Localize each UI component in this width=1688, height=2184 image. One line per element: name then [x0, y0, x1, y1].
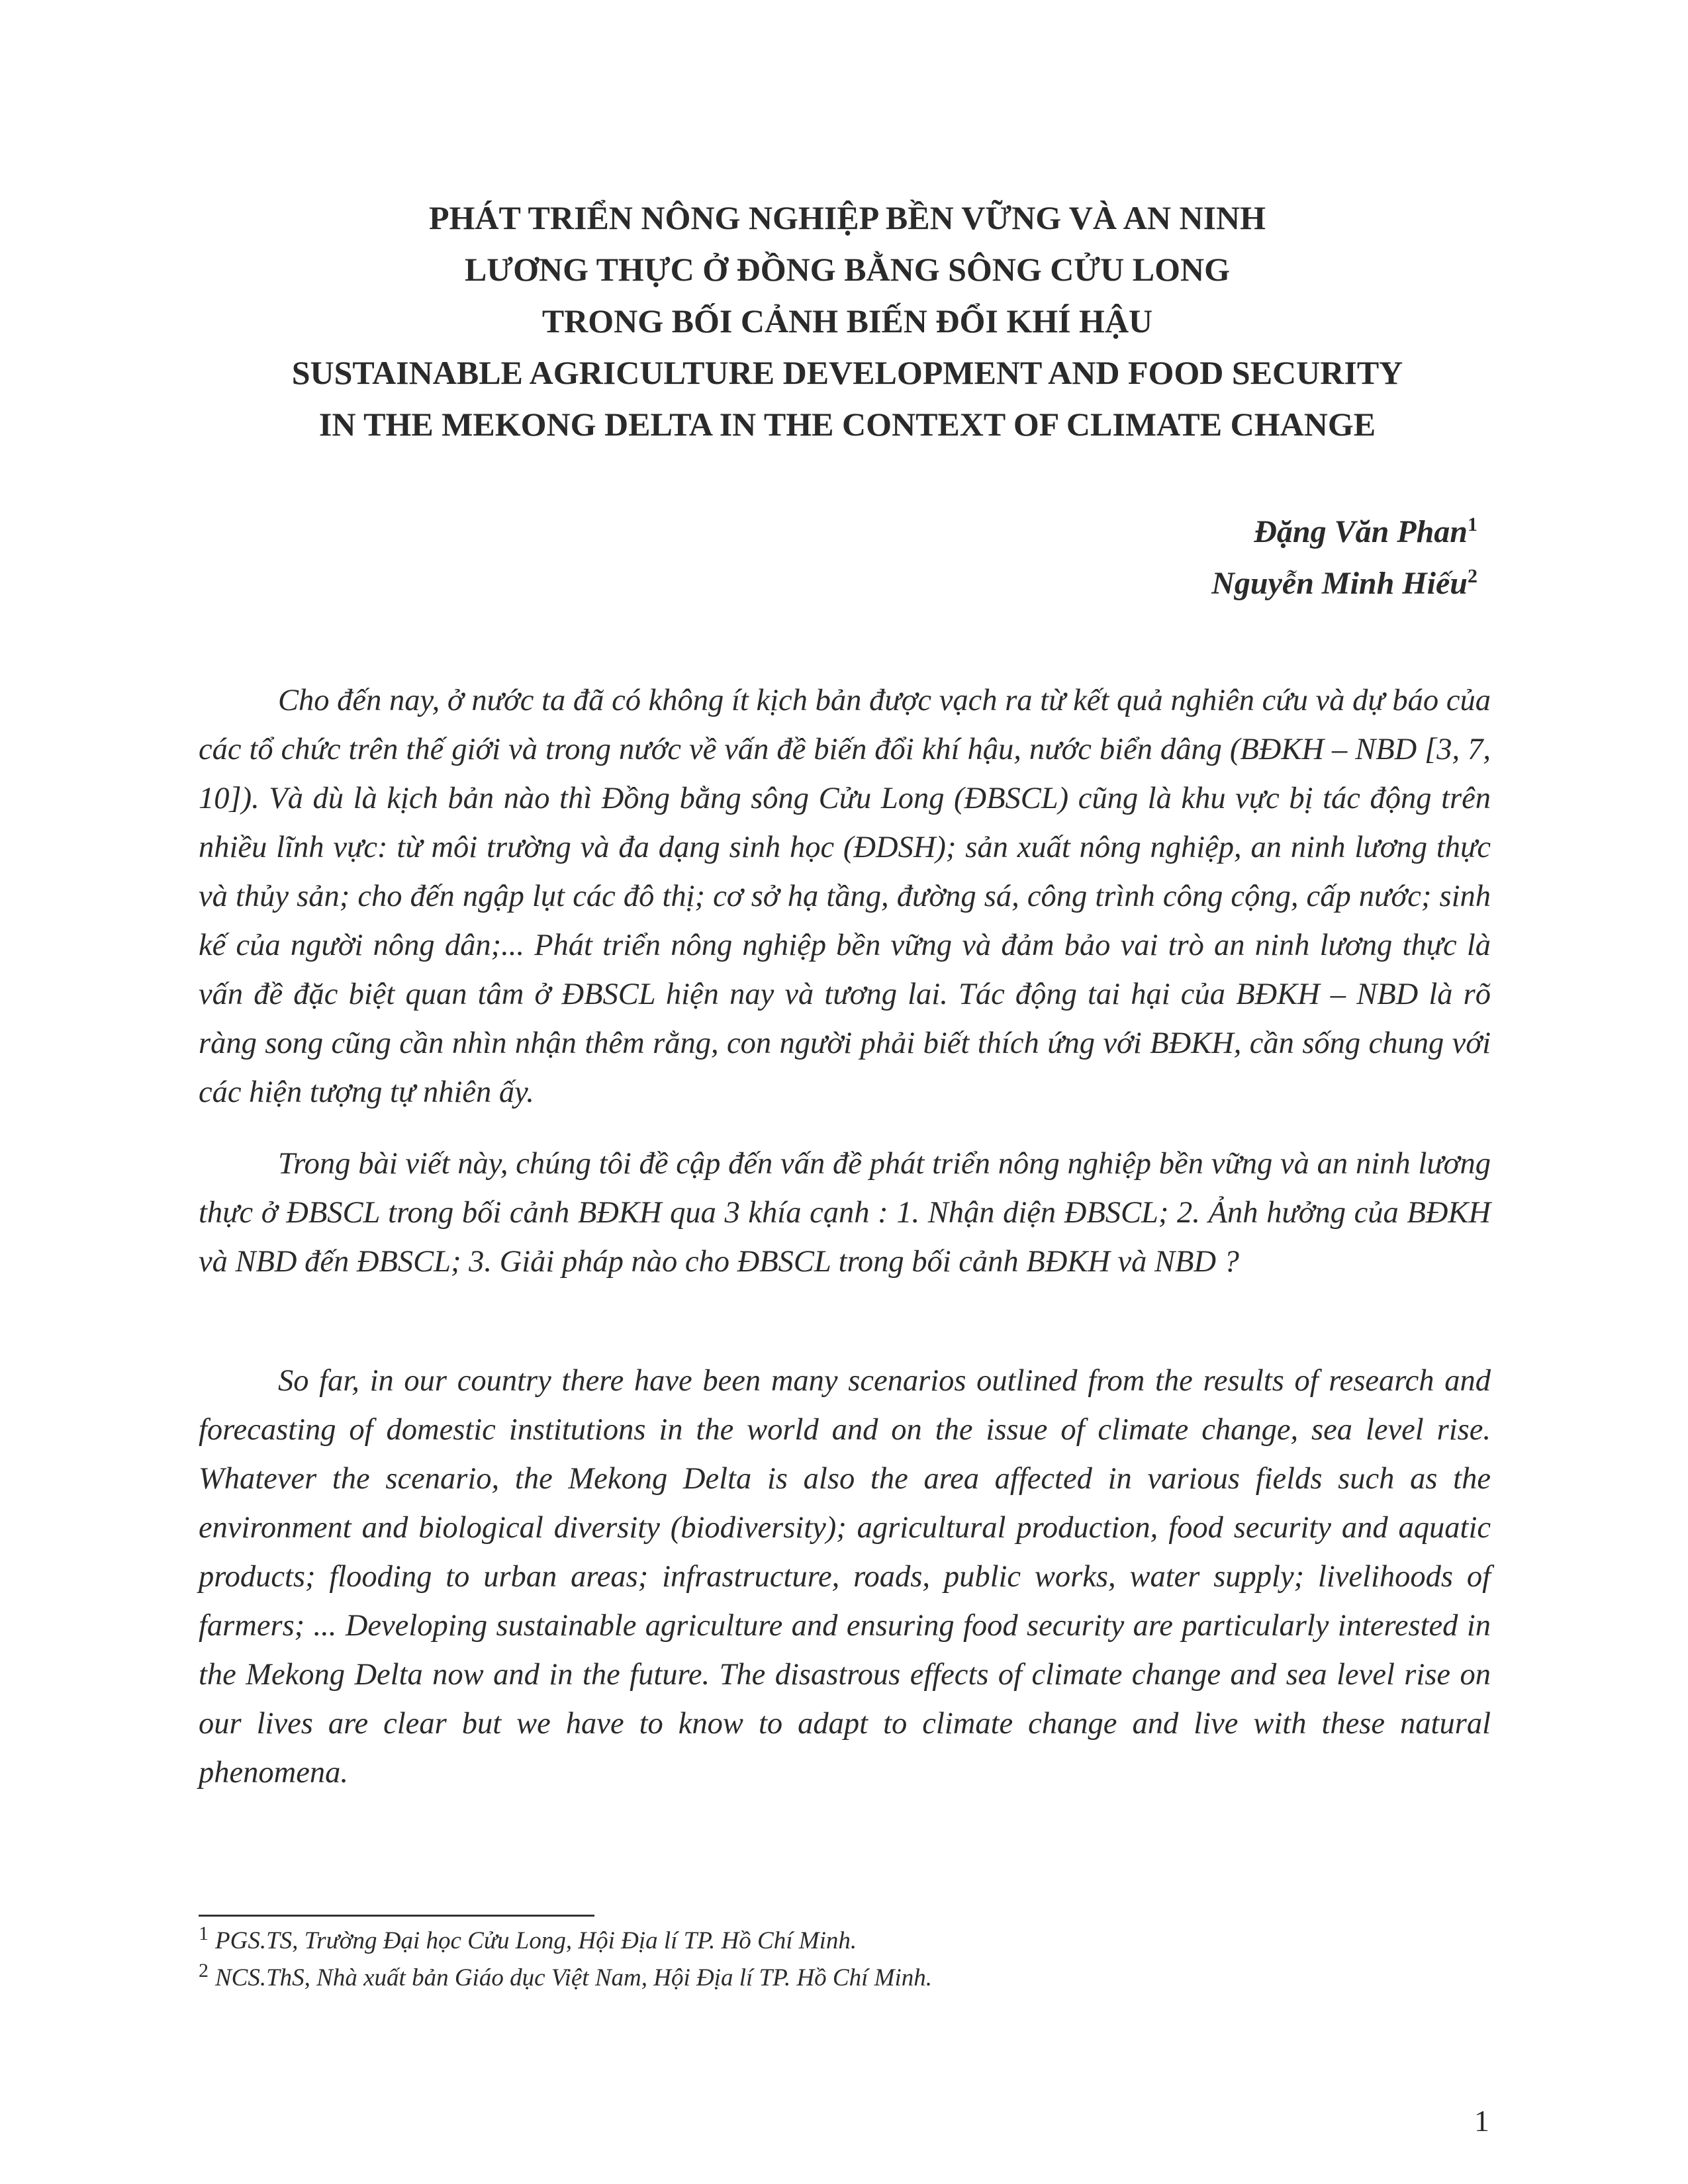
title-line-vi-2: LƯƠNG THỰC Ở ĐỒNG BẰNG SÔNG CỬU LONG	[464, 251, 1231, 288]
footnote-text: NCS.ThS, Nhà xuất bản Giáo dục Việt Nam, Hội Địa lí TP. Hồ Chí Minh.	[215, 1964, 932, 1991]
abstract-paragraph-vi-2: Trong bài viết này, chúng tôi đề cập đến vấn đề phát triển nông nghiệp bền vững và an ninh lương thực ở ĐBSCL trong bối cảnh BĐKH qua 3 khía cạnh : 1. Nhận diện ĐBSCL; 2. Ảnh hưởng của BĐKH và NBD đến ĐBSCL; 3. Giải pháp nào cho ĐBSCL trong bối cảnh BĐKH và NBD ?	[199, 1147, 1491, 1279]
footnote-mark: 2	[199, 1959, 209, 1981]
page-number: 1	[1474, 2104, 1489, 2138]
title-line-en-1: SUSTAINABLE AGRICULTURE DEVELOPMENT AND FOOD SECURITY	[291, 354, 1403, 391]
author-1	[1211, 506, 1477, 558]
footnote-1	[199, 1923, 1456, 1960]
title-line-en-2: IN THE MEKONG DELTA IN THE CONTEXT OF CLIMATE CHANGE	[318, 406, 1376, 443]
footnote-divider	[199, 1915, 594, 1917]
footnote-mark: 1	[199, 1922, 209, 1944]
author-name: Đặng Văn Phan	[1254, 514, 1468, 549]
footnote-text: PGS.TS, Trường Đại học Cửu Long, Hội Địa lí TP. Hồ Chí Minh.	[215, 1927, 857, 1954]
author-2	[1211, 558, 1477, 610]
title-line-vi-3: TRONG BỐI CẢNH BIẾN ĐỔI KHÍ HẬU	[541, 302, 1153, 340]
footnote-2	[199, 1960, 1456, 1997]
abstract-paragraph-vi-1: Cho đến nay, ở nước ta đã có không ít kịch bản được vạch ra từ kết quả nghiên cứu và dự báo của các tổ chức trên thế giới và trong nước về vấn đề biến đổi khí hậu, nước biển dâng (BĐKH – NBD [3, 7, 10]). Và dù là kịch bản nào thì Đồng bằng sông Cửu Long (ĐBSCL) cũng là khu vực bị tác động trên nhiều lĩnh vực: từ môi trường và đa dạng sinh học (ĐDSH); sản xuất nông nghiệp, an ninh lương thực và thủy sản; cho đến ngập lụt các đô thị; cơ sở hạ tầng, đường sá, công trình công cộng, cấp nước; sinh kế của người nông dân;... Phát triển nông nghiệp bền vững và đảm bảo vai trò an ninh lương thực là vấn đề đặc biệt quan tâm ở ĐBSCL hiện nay và tương lai. Tác động tai hại của BĐKH – NBD là rõ ràng song cũng cần nhìn nhận thêm rằng, con người phải biết thích ứng với BĐKH, cần sống chung với các hiện tượng tự nhiên ấy.	[199, 684, 1491, 1109]
author-list	[1211, 506, 1477, 610]
footnotes	[199, 1923, 1456, 1997]
title-line-vi-1: PHÁT TRIỂN NÔNG NGHIỆP BỀN VỮNG VÀ AN NINH	[428, 199, 1266, 236]
author-footnote-mark: 1	[1468, 514, 1477, 535]
author-name: Nguyễn Minh Hiếu	[1211, 566, 1468, 601]
abstract-paragraph-en: So far, in our country there have been many scenarios outlined from the results of research and forecasting of domestic institutions in the world and on the issue of climate change, sea level rise. Whatever the scenario, the Mekong Delta is also the area affected in various fields such as the environment and biological diversity (biodiversity); agricultural production, food security and aquatic products; flooding to urban areas; infrastructure, roads, public works, water supply; livelihoods of farmers; ... Developing sustainable agriculture and ensuring food security are particularly interested in the Mekong Delta now and in the future. The disastrous effects of climate change and sea level rise on our lives are clear but we have to know to adapt to climate change and live with these natural phenomena.	[199, 1364, 1491, 1790]
author-footnote-mark: 2	[1468, 565, 1477, 587]
paper-title	[199, 192, 1496, 450]
